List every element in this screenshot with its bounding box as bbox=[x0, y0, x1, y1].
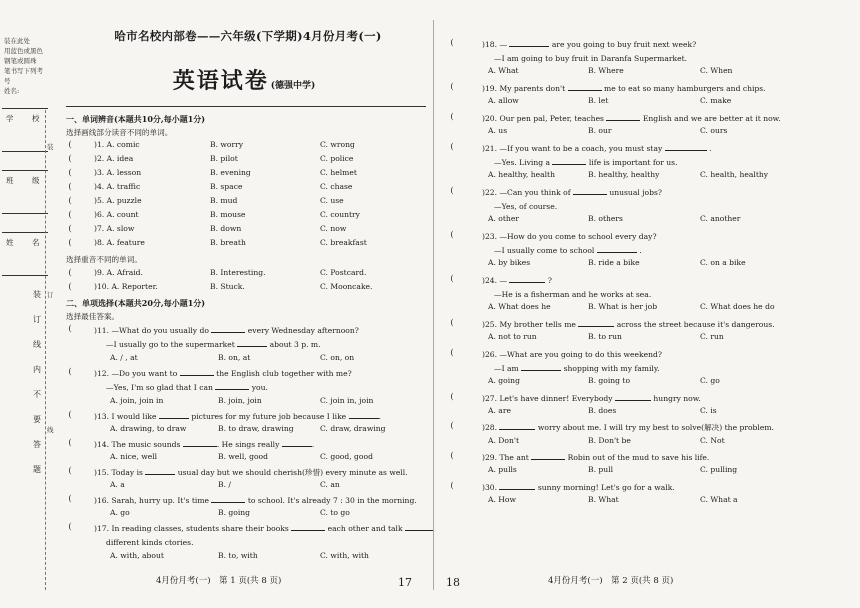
answer-blank[interactable] bbox=[521, 362, 561, 371]
answer-paren[interactable]: ( bbox=[68, 210, 72, 219]
option-a[interactable]: )9. A. Afraid. bbox=[94, 268, 143, 277]
option-a[interactable]: A. with, about bbox=[110, 551, 164, 560]
question-text: )21. —If you want to be a coach, you must stay bbox=[482, 143, 663, 153]
answer-paren[interactable]: ( bbox=[68, 410, 72, 419]
answer-paren[interactable]: ( bbox=[68, 182, 72, 191]
seal-char: 要 bbox=[33, 415, 41, 424]
option-c[interactable]: C. on a bike bbox=[700, 258, 746, 268]
section-instruction: 选择最佳答案。 bbox=[66, 312, 120, 321]
option-c[interactable]: C. run bbox=[700, 331, 724, 341]
question-text: every Wednesday afternoon? bbox=[247, 326, 359, 335]
option-b[interactable]: B. others bbox=[588, 214, 623, 224]
field-label: 级 bbox=[32, 176, 40, 185]
question-text: )20. Our pen pal, Peter, teaches bbox=[482, 113, 604, 123]
question-text: )15. Today is bbox=[94, 468, 143, 477]
question-text: )24. — bbox=[482, 275, 508, 285]
question-27 bbox=[482, 392, 701, 405]
seal-char: 订 bbox=[33, 315, 41, 324]
margin-note-line: 钢笔或圆珠 bbox=[4, 57, 37, 65]
option-b[interactable]: B. to run bbox=[588, 331, 622, 341]
option-a[interactable]: A. drawing, to draw bbox=[110, 424, 187, 433]
field-label: 班 bbox=[6, 176, 14, 185]
margin-note-line: 笔书写下列考号 bbox=[4, 67, 43, 85]
answer-paren[interactable]: ( bbox=[450, 481, 454, 491]
option-a[interactable]: A. other bbox=[488, 214, 519, 224]
class-field[interactable] bbox=[2, 170, 48, 214]
question-18 bbox=[482, 38, 696, 51]
question-text: )18. — bbox=[482, 40, 508, 49]
option-c[interactable]: C. What a bbox=[700, 495, 738, 505]
question-text: ? bbox=[547, 275, 552, 285]
question-17-cont: different kinds ctories. bbox=[106, 538, 194, 547]
option-c[interactable]: C. another bbox=[700, 214, 741, 224]
binding-tag: 订 bbox=[47, 291, 54, 299]
question-text: )19. My parents don't bbox=[482, 84, 566, 94]
question-20 bbox=[482, 112, 781, 125]
answer-paren[interactable]: ( bbox=[450, 317, 454, 327]
question-text: )28. bbox=[482, 423, 498, 433]
option-a[interactable]: A. nice, well bbox=[110, 452, 158, 461]
option-c[interactable]: C. go bbox=[700, 375, 720, 385]
option-b[interactable]: B. let bbox=[588, 96, 609, 106]
question-text: )14. The music sounds bbox=[94, 440, 181, 449]
answer-paren[interactable]: ( bbox=[68, 196, 72, 205]
option-b[interactable]: B. healthy, healthy bbox=[588, 170, 660, 180]
question-text: —Yes, of course. bbox=[494, 201, 558, 211]
option-c[interactable]: C. make bbox=[700, 96, 732, 106]
option-c[interactable]: C. ours bbox=[700, 126, 728, 136]
option-c[interactable]: C. pulling bbox=[700, 465, 738, 475]
page-two bbox=[438, 0, 856, 608]
question-text: life is important for us. bbox=[588, 157, 678, 167]
question-24 bbox=[482, 274, 552, 287]
option-b[interactable]: B. to draw, drawing bbox=[218, 424, 294, 433]
question-text: )23. —How do you come to school every day? bbox=[482, 231, 657, 241]
option-c[interactable]: C. an bbox=[320, 480, 340, 489]
option-b[interactable]: B. evening bbox=[210, 168, 251, 177]
question-text: me to eat so many hamburgers and chips. bbox=[604, 84, 766, 94]
answer-blank[interactable] bbox=[509, 38, 549, 47]
option-a[interactable]: A. allow bbox=[488, 96, 519, 106]
option-a[interactable]: A. by bikes bbox=[488, 258, 531, 268]
option-a[interactable]: A. Don't bbox=[488, 435, 520, 445]
question-text: pictures for my future job because I like bbox=[191, 412, 347, 421]
option-a[interactable]: A. go bbox=[110, 508, 130, 517]
answer-blank[interactable] bbox=[237, 338, 267, 347]
question-15 bbox=[94, 466, 408, 479]
option-c[interactable]: C. Not bbox=[700, 435, 725, 445]
question-26-reply bbox=[494, 362, 660, 375]
question-30 bbox=[482, 481, 675, 494]
answer-paren[interactable]: ( bbox=[450, 38, 454, 47]
question-21 bbox=[482, 142, 712, 155]
question-text: about 3 p. m. bbox=[269, 340, 321, 349]
option-c[interactable]: C. is bbox=[700, 405, 717, 415]
section-instruction: 选择画线部分读音不同的单词。 bbox=[66, 128, 173, 137]
option-a[interactable]: )5. A. puzzle bbox=[94, 196, 142, 205]
question-text: )27. Let's have dinner! Everybody bbox=[482, 393, 613, 403]
question-text: )26. —What are you going to do this weekend? bbox=[482, 349, 662, 359]
option-b[interactable]: B. join, join bbox=[218, 396, 262, 405]
option-b[interactable]: B. space bbox=[210, 182, 243, 191]
question-text: are you going to buy fruit next week? bbox=[551, 40, 697, 49]
question-text: shopping with my family. bbox=[563, 363, 660, 373]
question-text: the English club together with me? bbox=[216, 369, 352, 378]
field-label: 校 bbox=[32, 114, 40, 123]
title-text: 英语试卷 bbox=[172, 68, 269, 94]
question-text: —I am bbox=[494, 363, 519, 373]
answer-paren[interactable]: ( bbox=[450, 111, 454, 121]
page-number: 17 bbox=[398, 576, 412, 589]
margin-note-line: 用蓝色或黑色 bbox=[4, 47, 43, 55]
field-label: 名 bbox=[32, 238, 40, 247]
option-c[interactable]: C. good, good bbox=[320, 452, 373, 461]
answer-paren[interactable]: ( bbox=[68, 438, 72, 447]
question-text: unusual jobs? bbox=[609, 187, 662, 197]
question-26 bbox=[482, 348, 662, 361]
answer-blank[interactable] bbox=[615, 392, 651, 401]
question-21-reply bbox=[494, 156, 677, 169]
option-c[interactable]: C. with, with bbox=[320, 551, 369, 560]
question-text: worry about me. I will try my best to solve(解决) the problem. bbox=[537, 423, 774, 433]
answer-blank[interactable] bbox=[215, 381, 249, 390]
seal-char: 不 bbox=[33, 390, 41, 399]
option-b[interactable]: B. down bbox=[210, 224, 242, 233]
answer-paren[interactable]: ( bbox=[68, 154, 72, 163]
question-text: —He is a fisherman and he works at sea. bbox=[494, 289, 652, 299]
option-a[interactable]: )6. A. count bbox=[94, 210, 139, 219]
answer-blank[interactable] bbox=[405, 522, 433, 531]
option-a[interactable]: )3. A. lesson bbox=[94, 168, 142, 177]
question-23-reply bbox=[494, 244, 642, 257]
answer-paren[interactable]: ( bbox=[450, 229, 454, 239]
answer-paren[interactable]: ( bbox=[68, 140, 72, 149]
answer-blank[interactable] bbox=[211, 494, 245, 503]
question-22 bbox=[482, 186, 662, 199]
answer-blank[interactable] bbox=[578, 318, 614, 327]
answer-paren[interactable]: ( bbox=[68, 522, 72, 531]
option-a[interactable]: )8. A. feature bbox=[94, 238, 145, 247]
question-text: —Yes. Living a bbox=[494, 157, 551, 167]
answer-blank[interactable] bbox=[183, 438, 217, 447]
answer-blank[interactable] bbox=[159, 410, 189, 419]
option-c[interactable]: C. chase bbox=[320, 182, 353, 191]
option-a[interactable]: A. What bbox=[488, 66, 519, 76]
option-b[interactable]: B. going to bbox=[588, 375, 631, 385]
question-18-reply bbox=[494, 52, 687, 65]
option-c[interactable]: C. join in, join bbox=[320, 396, 374, 405]
page-divider bbox=[433, 20, 434, 590]
option-a[interactable]: A. a bbox=[110, 480, 125, 489]
option-b[interactable]: B. breath bbox=[210, 238, 246, 247]
question-13 bbox=[94, 410, 381, 423]
answer-paren[interactable]: ( bbox=[450, 347, 454, 357]
answer-blank[interactable] bbox=[568, 82, 602, 91]
answer-paren[interactable]: ( bbox=[450, 273, 454, 283]
answer-blank[interactable] bbox=[531, 451, 565, 460]
seal-char: 内 bbox=[33, 365, 41, 374]
question-text: —I usually go to the supermarket bbox=[106, 340, 235, 349]
question-text: . bbox=[311, 440, 315, 449]
option-b[interactable]: B. to, with bbox=[218, 551, 258, 560]
option-b[interactable]: B. pilot bbox=[210, 154, 238, 163]
question-19 bbox=[482, 82, 766, 95]
option-b[interactable]: B. on, at bbox=[218, 353, 251, 362]
question-22-reply bbox=[494, 200, 557, 213]
page-title bbox=[58, 64, 430, 95]
answer-blank[interactable] bbox=[552, 156, 586, 165]
answer-paren[interactable]: ( bbox=[450, 82, 454, 92]
option-b[interactable]: B. What is her job bbox=[588, 302, 658, 312]
option-b[interactable]: B. Interesting. bbox=[210, 268, 266, 277]
option-c[interactable]: C. Postcard. bbox=[320, 268, 367, 277]
binding-tag: 线 bbox=[47, 426, 54, 434]
question-16 bbox=[94, 494, 417, 507]
question-23 bbox=[482, 230, 657, 243]
school-field[interactable] bbox=[2, 108, 48, 152]
answer-paren[interactable]: ( bbox=[68, 282, 72, 291]
answer-blank[interactable] bbox=[349, 410, 382, 421]
question-text: )25. My brother tells me bbox=[482, 319, 576, 329]
school-name: (德强中学) bbox=[270, 81, 316, 91]
option-c[interactable]: C. to go bbox=[320, 508, 350, 517]
question-text: —Yes, I'm so glad that I can bbox=[106, 383, 213, 392]
question-text: )29. The ant bbox=[482, 453, 529, 463]
question-29 bbox=[482, 451, 709, 464]
section-instruction: 选择重音不同的单词。 bbox=[66, 255, 142, 264]
option-c[interactable]: C. helmet bbox=[320, 168, 357, 177]
page-footer: 4月份月考(一) 第 2 页(共 8 页) bbox=[548, 576, 674, 586]
option-c[interactable]: C. What does he do bbox=[700, 302, 775, 312]
seal-char: 装 bbox=[33, 290, 41, 299]
answer-paren[interactable]: ( bbox=[68, 224, 72, 233]
option-b[interactable]: B. does bbox=[588, 405, 617, 415]
option-a[interactable]: A. us bbox=[488, 126, 508, 136]
question-text: sunny morning! Let's go for a walk. bbox=[537, 483, 675, 493]
option-c[interactable]: C. wrong bbox=[320, 140, 355, 149]
option-b[interactable]: B. well, good bbox=[218, 452, 268, 461]
answer-blank[interactable] bbox=[573, 186, 607, 195]
option-c[interactable]: C. on, on bbox=[320, 353, 355, 362]
option-a[interactable]: A. are bbox=[488, 405, 511, 415]
option-a[interactable]: A. How bbox=[488, 495, 517, 505]
question-text: )30. bbox=[482, 483, 498, 493]
answer-paren[interactable]: ( bbox=[450, 451, 454, 461]
answer-paren[interactable]: ( bbox=[68, 238, 72, 247]
question-text: . bbox=[639, 245, 642, 255]
answer-blank[interactable] bbox=[282, 438, 315, 449]
option-a[interactable]: A. healthy, health bbox=[488, 170, 555, 180]
option-c[interactable]: C. now bbox=[320, 224, 347, 233]
option-c[interactable]: C. health, healthy bbox=[700, 170, 769, 180]
option-c[interactable]: C. Mooncake. bbox=[320, 282, 373, 291]
question-text: )13. I would like bbox=[94, 412, 157, 421]
option-b[interactable]: B. mud bbox=[210, 196, 238, 205]
question-text: )11. —What do you usually do bbox=[94, 326, 209, 335]
option-a[interactable]: )2. A. idea bbox=[94, 154, 134, 163]
option-b[interactable]: B. pull bbox=[588, 465, 614, 475]
binding-tag: 装 bbox=[47, 143, 54, 151]
question-text: each other and talk bbox=[327, 524, 403, 533]
answer-blank[interactable] bbox=[291, 522, 325, 531]
answer-paren[interactable]: ( bbox=[450, 185, 454, 195]
seal-char: 题 bbox=[33, 465, 41, 474]
option-c[interactable]: C. use bbox=[320, 196, 344, 205]
answer-blank[interactable] bbox=[499, 421, 535, 430]
question-text: —I usually come to school bbox=[494, 245, 595, 255]
option-a[interactable]: A. / , at bbox=[110, 353, 138, 362]
question-text: to school. It's already 7 : 30 in the morning. bbox=[247, 496, 417, 505]
option-b[interactable]: B. Stuck. bbox=[210, 282, 245, 291]
question-24-reply bbox=[494, 288, 651, 301]
answer-blank[interactable] bbox=[499, 481, 535, 490]
option-c[interactable]: C. police bbox=[320, 154, 354, 163]
page-one bbox=[58, 0, 430, 608]
option-b[interactable]: B. worry bbox=[210, 140, 244, 149]
margin-note-line: 装在此处 bbox=[4, 37, 30, 45]
answer-paren[interactable]: ( bbox=[68, 324, 72, 333]
question-text: )16. Sarah, hurry up. It's time bbox=[94, 496, 210, 505]
option-b[interactable]: B. ride a bike bbox=[588, 258, 640, 268]
answer-blank[interactable] bbox=[509, 274, 545, 283]
question-text: Robin out of the mud to save his life. bbox=[567, 453, 710, 463]
question-text: you. bbox=[251, 383, 268, 392]
option-c[interactable]: C. breakfast bbox=[320, 238, 367, 247]
answer-blank[interactable] bbox=[145, 466, 175, 475]
option-a[interactable]: )1. A. comic bbox=[94, 140, 140, 149]
answer-blank[interactable] bbox=[180, 367, 214, 376]
section-title: 二、单项选择(本题共20分,每小题1分) bbox=[66, 298, 206, 308]
seal-char: 线 bbox=[33, 340, 41, 349]
question-text: . bbox=[378, 412, 382, 421]
page-footer: 4月份月考(一) 第 1 页(共 8 页) bbox=[156, 576, 282, 586]
option-a[interactable]: A. join, join in bbox=[110, 396, 164, 405]
option-b[interactable]: B. Where bbox=[588, 66, 624, 76]
answer-paren[interactable]: ( bbox=[68, 367, 72, 376]
answer-paren[interactable]: ( bbox=[68, 494, 72, 503]
question-17 bbox=[94, 522, 433, 535]
margin-instruction bbox=[4, 36, 44, 96]
question-text: usual day but we should cherish(珍惜) every minute as well. bbox=[177, 468, 408, 477]
option-a[interactable]: A. What does he bbox=[488, 302, 551, 312]
question-12-reply bbox=[106, 381, 268, 394]
seal-char: 答 bbox=[33, 440, 41, 449]
margin-note-line: 姓名: bbox=[4, 87, 20, 95]
no-answer-notice bbox=[30, 282, 44, 482]
option-b[interactable]: B. going bbox=[218, 508, 251, 517]
option-a[interactable]: A. going bbox=[488, 375, 520, 385]
title-rule bbox=[66, 106, 426, 107]
question-text: . bbox=[709, 143, 712, 153]
answer-blank[interactable] bbox=[665, 142, 707, 151]
answer-blank[interactable] bbox=[597, 244, 637, 253]
answer-paren[interactable]: ( bbox=[68, 168, 72, 177]
question-text: )12. —Do you want to bbox=[94, 369, 178, 378]
option-a[interactable]: )4. A. traffic bbox=[94, 182, 141, 191]
answer-paren[interactable]: ( bbox=[450, 141, 454, 151]
question-text: )22. —Can you think of bbox=[482, 187, 571, 197]
binding-margin bbox=[0, 0, 56, 608]
name-field[interactable] bbox=[2, 232, 48, 276]
answer-paren[interactable]: ( bbox=[450, 421, 454, 431]
option-b[interactable]: B. mouse bbox=[210, 210, 246, 219]
option-c[interactable]: C. When bbox=[700, 66, 733, 76]
question-11 bbox=[94, 324, 359, 337]
question-text: hungry now. bbox=[653, 393, 701, 403]
question-12 bbox=[94, 367, 352, 380]
question-text: —I am going to buy fruit in Daranfa Supermarket. bbox=[494, 54, 688, 64]
answer-paren[interactable]: ( bbox=[450, 391, 454, 401]
option-b[interactable]: B. What bbox=[588, 495, 619, 505]
answer-paren[interactable]: ( bbox=[68, 466, 72, 475]
question-text: across the street because it's dangerous. bbox=[616, 319, 775, 329]
answer-blank[interactable] bbox=[211, 324, 245, 333]
answer-blank[interactable] bbox=[606, 112, 640, 121]
field-label: 学 bbox=[6, 114, 14, 123]
option-b[interactable]: B. our bbox=[588, 126, 612, 136]
question-25 bbox=[482, 318, 775, 331]
option-a[interactable]: )10. A. Reporter. bbox=[94, 282, 158, 291]
question-14 bbox=[94, 438, 314, 451]
section-title: 一、单词辨音(本题共10分,每小题1分) bbox=[66, 114, 206, 124]
option-b[interactable]: B. / bbox=[218, 480, 231, 489]
page-number: 18 bbox=[446, 576, 460, 589]
option-b[interactable]: B. Don't be bbox=[588, 435, 631, 445]
option-a[interactable]: )7. A. slow bbox=[94, 224, 135, 233]
question-text: . He sings really bbox=[216, 440, 280, 449]
cut-line bbox=[45, 110, 46, 590]
option-c[interactable]: C. country bbox=[320, 210, 360, 219]
option-a[interactable]: A. pulls bbox=[488, 465, 517, 475]
answer-paren[interactable]: ( bbox=[68, 268, 72, 277]
question-text: English and we are better at it now. bbox=[642, 113, 781, 123]
question-11-reply bbox=[106, 338, 321, 351]
question-text: )17. In reading classes, students share their books bbox=[94, 524, 289, 533]
question-28 bbox=[482, 421, 774, 434]
option-a[interactable]: A. not to run bbox=[488, 331, 537, 341]
option-c[interactable]: C. draw, drawing bbox=[320, 424, 386, 433]
exam-header: 哈市名校内部卷——六年级(下学期)4月份月考(一) bbox=[114, 29, 382, 43]
field-label: 姓 bbox=[6, 238, 14, 247]
